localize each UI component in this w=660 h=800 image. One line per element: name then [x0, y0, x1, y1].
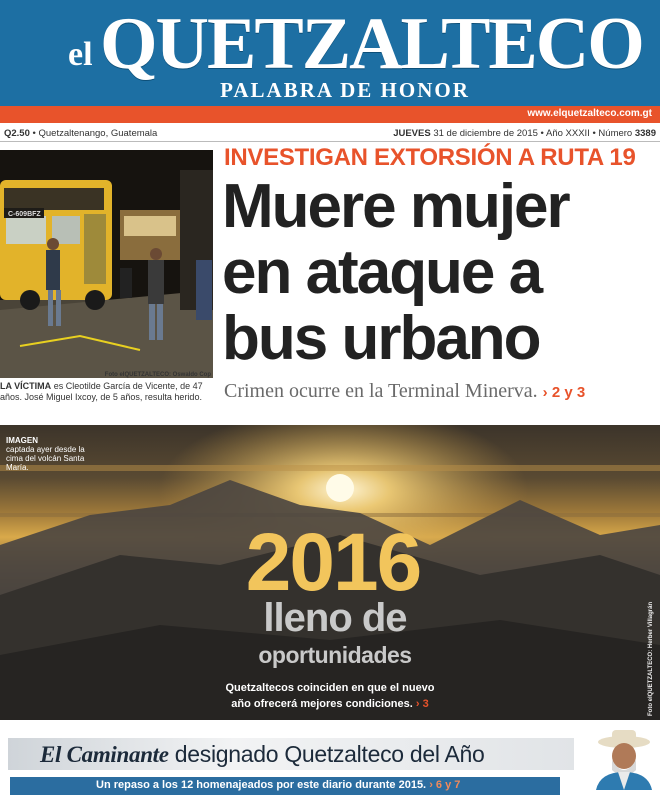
dateline-left	[4, 128, 157, 139]
headline-line: en ataque a	[222, 238, 542, 307]
issue-number: 3389	[634, 128, 656, 139]
bus-scene-illustration	[0, 150, 213, 378]
website-bar	[0, 106, 660, 123]
brand-prefix: el	[68, 36, 93, 73]
image-label-text: captada ayer desde la cima del volcán Santa María.	[6, 445, 85, 472]
lead-photo-caption	[0, 381, 215, 403]
promo-title-italic: El Caminante	[40, 742, 169, 767]
location: • Quetzaltenango, Guatemala	[32, 128, 158, 139]
promo-page-ref[interactable]: › 6 y 7	[429, 779, 461, 791]
brand-logo[interactable]: QUETZALTECO	[100, 3, 643, 85]
website-link[interactable]: www.elquetzalteco.com.gt	[527, 108, 652, 119]
caption-lead: LA VÍCTIMA	[0, 381, 52, 391]
lead-kicker: INVESTIGAN EXTORSIÓN A RUTA 19	[224, 144, 636, 171]
weekday: JUEVES	[393, 128, 431, 139]
image-label-lead: IMAGEN	[6, 436, 38, 445]
caption-text: es Cleotilde García de Vicente, de 47 años. José Miguel Ixcoy, de 5 años, resulta herido.	[0, 381, 203, 402]
tagline: PALABRA DE HONOR	[220, 78, 470, 102]
promo-subline-bar	[10, 777, 560, 795]
lead-headline[interactable]	[222, 174, 660, 372]
promo-subline	[96, 779, 460, 791]
bottom-promo[interactable]	[0, 728, 660, 800]
feature-text-line-2: año ofrecerá mejores condiciones.	[231, 698, 413, 710]
feature-subtitle-1: lleno de	[263, 596, 407, 640]
feature-subtitle-2: oportunidades	[258, 642, 412, 668]
feature-image-label	[6, 436, 86, 472]
feature-photo-credit: Foto elQUETZALTECO: Herber Villagrán	[648, 601, 654, 716]
feature-page-ref[interactable]: › 3	[415, 698, 429, 710]
promo-title[interactable]	[40, 741, 485, 768]
dek-text: Crimen ocurre en la Terminal Minerva.	[224, 380, 538, 402]
bus-plate: C-609BFZ	[8, 211, 41, 218]
price: Q2.50	[4, 128, 30, 139]
date-info: 31 de diciembre de 2015 • Año XXXII • Número	[433, 128, 633, 139]
promo-subline-text: Un repaso a los 12 homenajeados por este diario durante 2015.	[96, 779, 427, 791]
feature-year[interactable]: 2016	[245, 517, 421, 608]
headline-line: Muere mujer	[222, 172, 569, 241]
dateline-right	[393, 128, 656, 139]
feature-text-line-1: Quetzaltecos coinciden en que el nuevo	[225, 682, 435, 694]
feature-text	[180, 680, 480, 712]
dek-page-ref[interactable]: › 2 y 3	[542, 384, 586, 401]
dateline	[0, 124, 660, 142]
lead-photo-credit: Foto elQUETZALTECO: Oswaldo Cop	[104, 372, 211, 378]
lead-photo[interactable]	[0, 150, 213, 378]
lead-dek	[224, 380, 660, 403]
headline-line: bus urbano	[222, 304, 540, 373]
masthead	[0, 0, 660, 106]
man-with-hat-portrait	[580, 728, 660, 790]
promo-title-rest: designado Quetzalteco del Año	[174, 741, 485, 767]
promo-portrait[interactable]	[580, 728, 660, 790]
